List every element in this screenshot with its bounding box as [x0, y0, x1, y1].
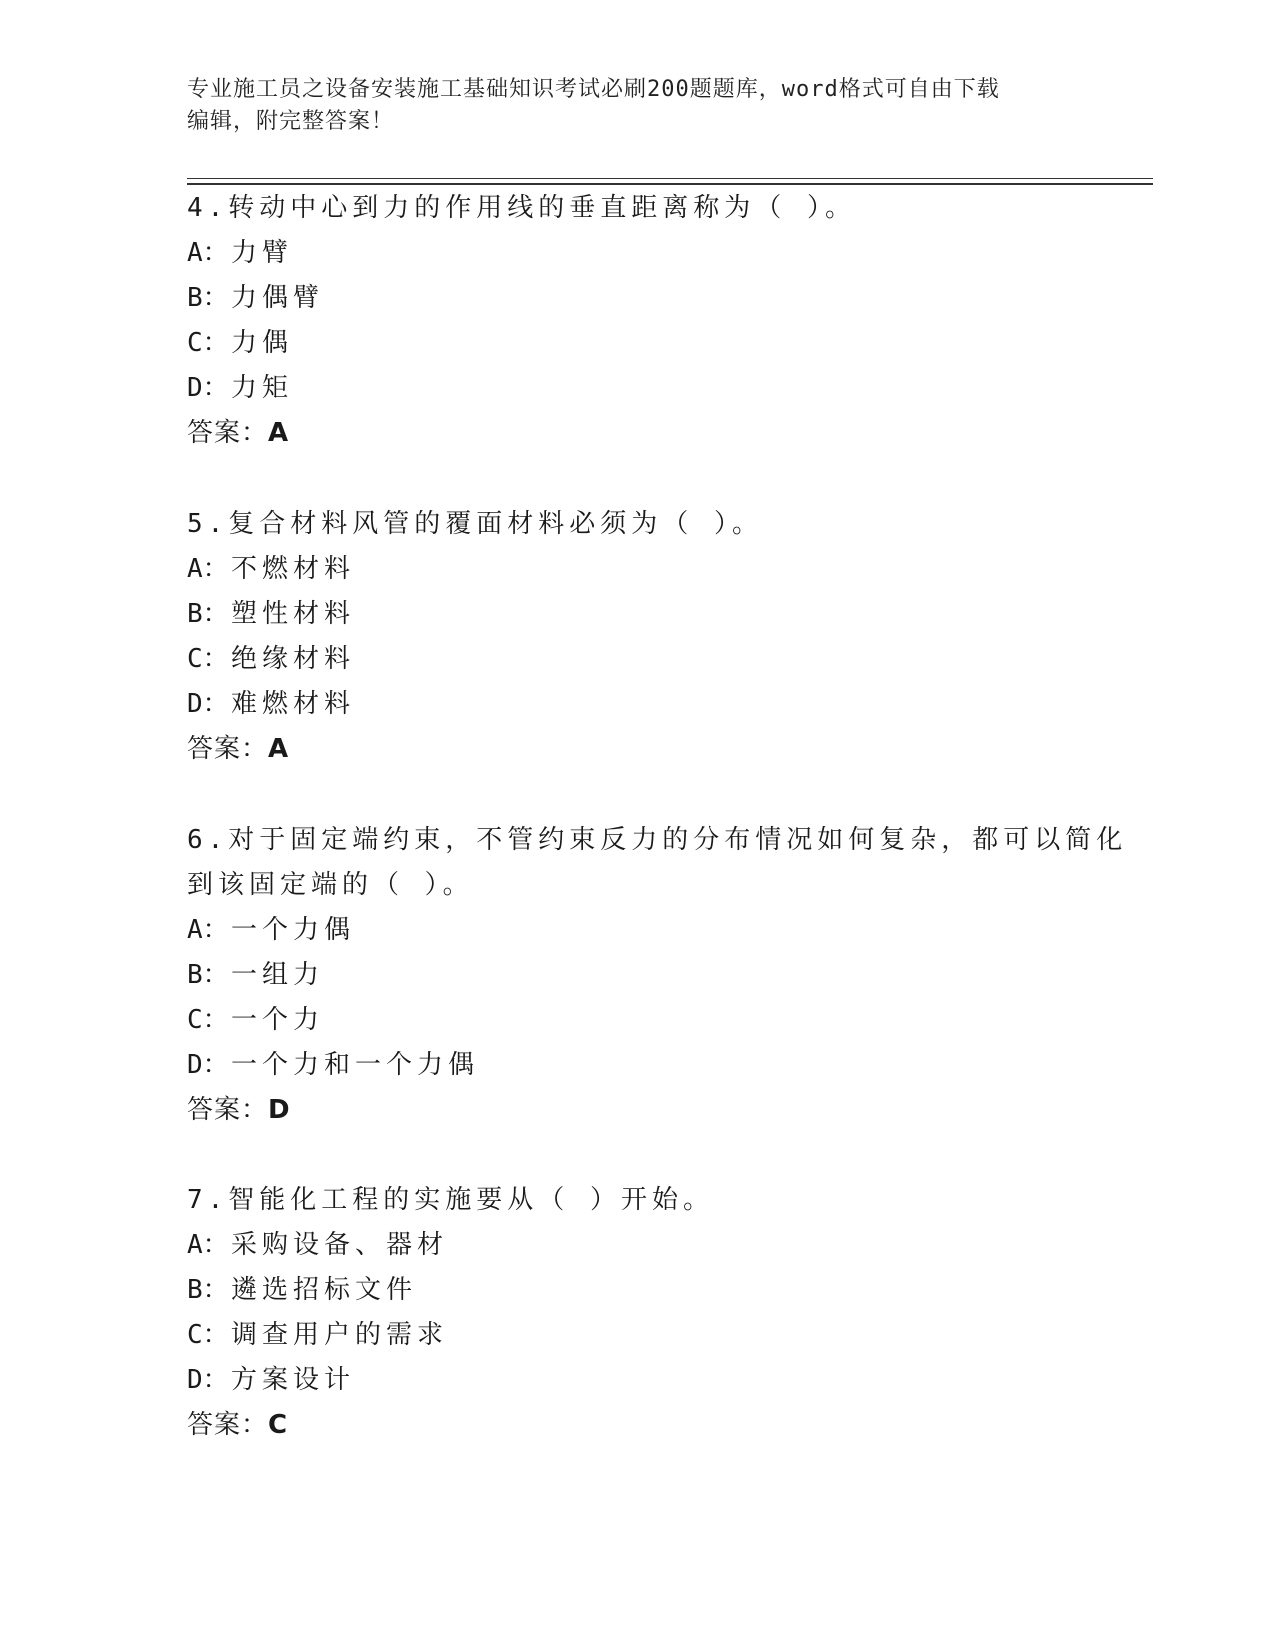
option-a — [187, 547, 1067, 592]
answer-label: 答案： — [187, 1410, 269, 1440]
option-text: 方案设计 — [231, 1365, 356, 1395]
option-text: 一个力和一个力偶 — [231, 1050, 480, 1080]
answer-line — [187, 411, 1067, 456]
option-text: 难燃材料 — [231, 689, 356, 719]
option-a — [187, 231, 1067, 276]
header-line-1: 专业施工员之设备安装施工基础知识考试必刷200题题库，word格式可自由下载 — [187, 77, 1000, 102]
option-d — [187, 1358, 1067, 1403]
header-divider-thin — [187, 178, 1153, 179]
option-c — [187, 321, 1067, 366]
question-stem: 7.智能化工程的实施要从（ ）开始。 — [187, 1185, 714, 1215]
option-key: B： — [187, 960, 229, 990]
header-divider-thick — [187, 183, 1153, 185]
answer-label: 答案： — [187, 734, 269, 764]
option-text: 一组力 — [231, 960, 325, 990]
option-key: B： — [187, 283, 229, 313]
option-b — [187, 592, 1067, 637]
option-c — [187, 998, 1067, 1043]
option-c — [187, 1313, 1067, 1358]
option-text: 力偶臂 — [231, 283, 325, 313]
option-text: 力偶 — [231, 328, 294, 358]
document-header — [187, 74, 1067, 138]
option-key: D： — [187, 1365, 229, 1395]
option-key: A： — [187, 238, 229, 268]
option-d — [187, 366, 1067, 411]
answer-line — [187, 727, 1067, 772]
option-key: A： — [187, 554, 229, 584]
question-block-4 — [187, 186, 1067, 456]
answer-line — [187, 1403, 1067, 1448]
option-key: D： — [187, 1050, 229, 1080]
option-text: 力矩 — [231, 373, 294, 403]
option-text: 采购设备、器材 — [231, 1230, 449, 1260]
answer-value: D — [268, 1095, 291, 1125]
answer-value: A — [268, 734, 290, 764]
option-d — [187, 1043, 1067, 1088]
option-text: 一个力 — [231, 1005, 325, 1035]
answer-line — [187, 1088, 1067, 1133]
option-b — [187, 953, 1067, 998]
answer-label: 答案： — [187, 1095, 269, 1125]
option-text: 塑性材料 — [231, 599, 356, 629]
option-key: A： — [187, 915, 229, 945]
option-text: 不燃材料 — [231, 554, 356, 584]
question-stem: 4.转动中心到力的作用线的垂直距离称为（ ）。 — [187, 193, 856, 223]
answer-value: A — [268, 418, 290, 448]
option-key: D： — [187, 689, 229, 719]
option-text: 遴选招标文件 — [231, 1275, 418, 1305]
option-text: 力臂 — [231, 238, 294, 268]
question-stem: 5.复合材料风管的覆面材料必须为（ ）。 — [187, 509, 763, 539]
option-key: A： — [187, 1230, 229, 1260]
option-a — [187, 908, 1067, 953]
option-key: B： — [187, 1275, 229, 1305]
option-key: B： — [187, 599, 229, 629]
answer-label: 答案： — [187, 418, 269, 448]
option-text: 一个力偶 — [231, 915, 356, 945]
option-key: C： — [187, 1320, 229, 1350]
header-line-2: 编辑，附完整答案！ — [187, 109, 395, 134]
option-key: C： — [187, 328, 229, 358]
option-a — [187, 1223, 1067, 1268]
option-text: 绝缘材料 — [231, 644, 356, 674]
question-block-7 — [187, 1178, 1067, 1448]
option-text: 调查用户的需求 — [231, 1320, 449, 1350]
option-b — [187, 1268, 1067, 1313]
question-stem: 6.对于固定端约束，不管约束反力的分布情况如何复杂，都可以简化 — [187, 825, 1128, 855]
option-key: D： — [187, 373, 229, 403]
option-key: C： — [187, 1005, 229, 1035]
question-stem-continuation: 到该固定端的（ ）。 — [187, 870, 474, 900]
option-d — [187, 682, 1067, 727]
question-block-5 — [187, 502, 1067, 772]
option-b — [187, 276, 1067, 321]
option-c — [187, 637, 1067, 682]
question-block-6 — [187, 818, 1128, 1133]
option-key: C： — [187, 644, 229, 674]
answer-value: C — [268, 1410, 289, 1440]
